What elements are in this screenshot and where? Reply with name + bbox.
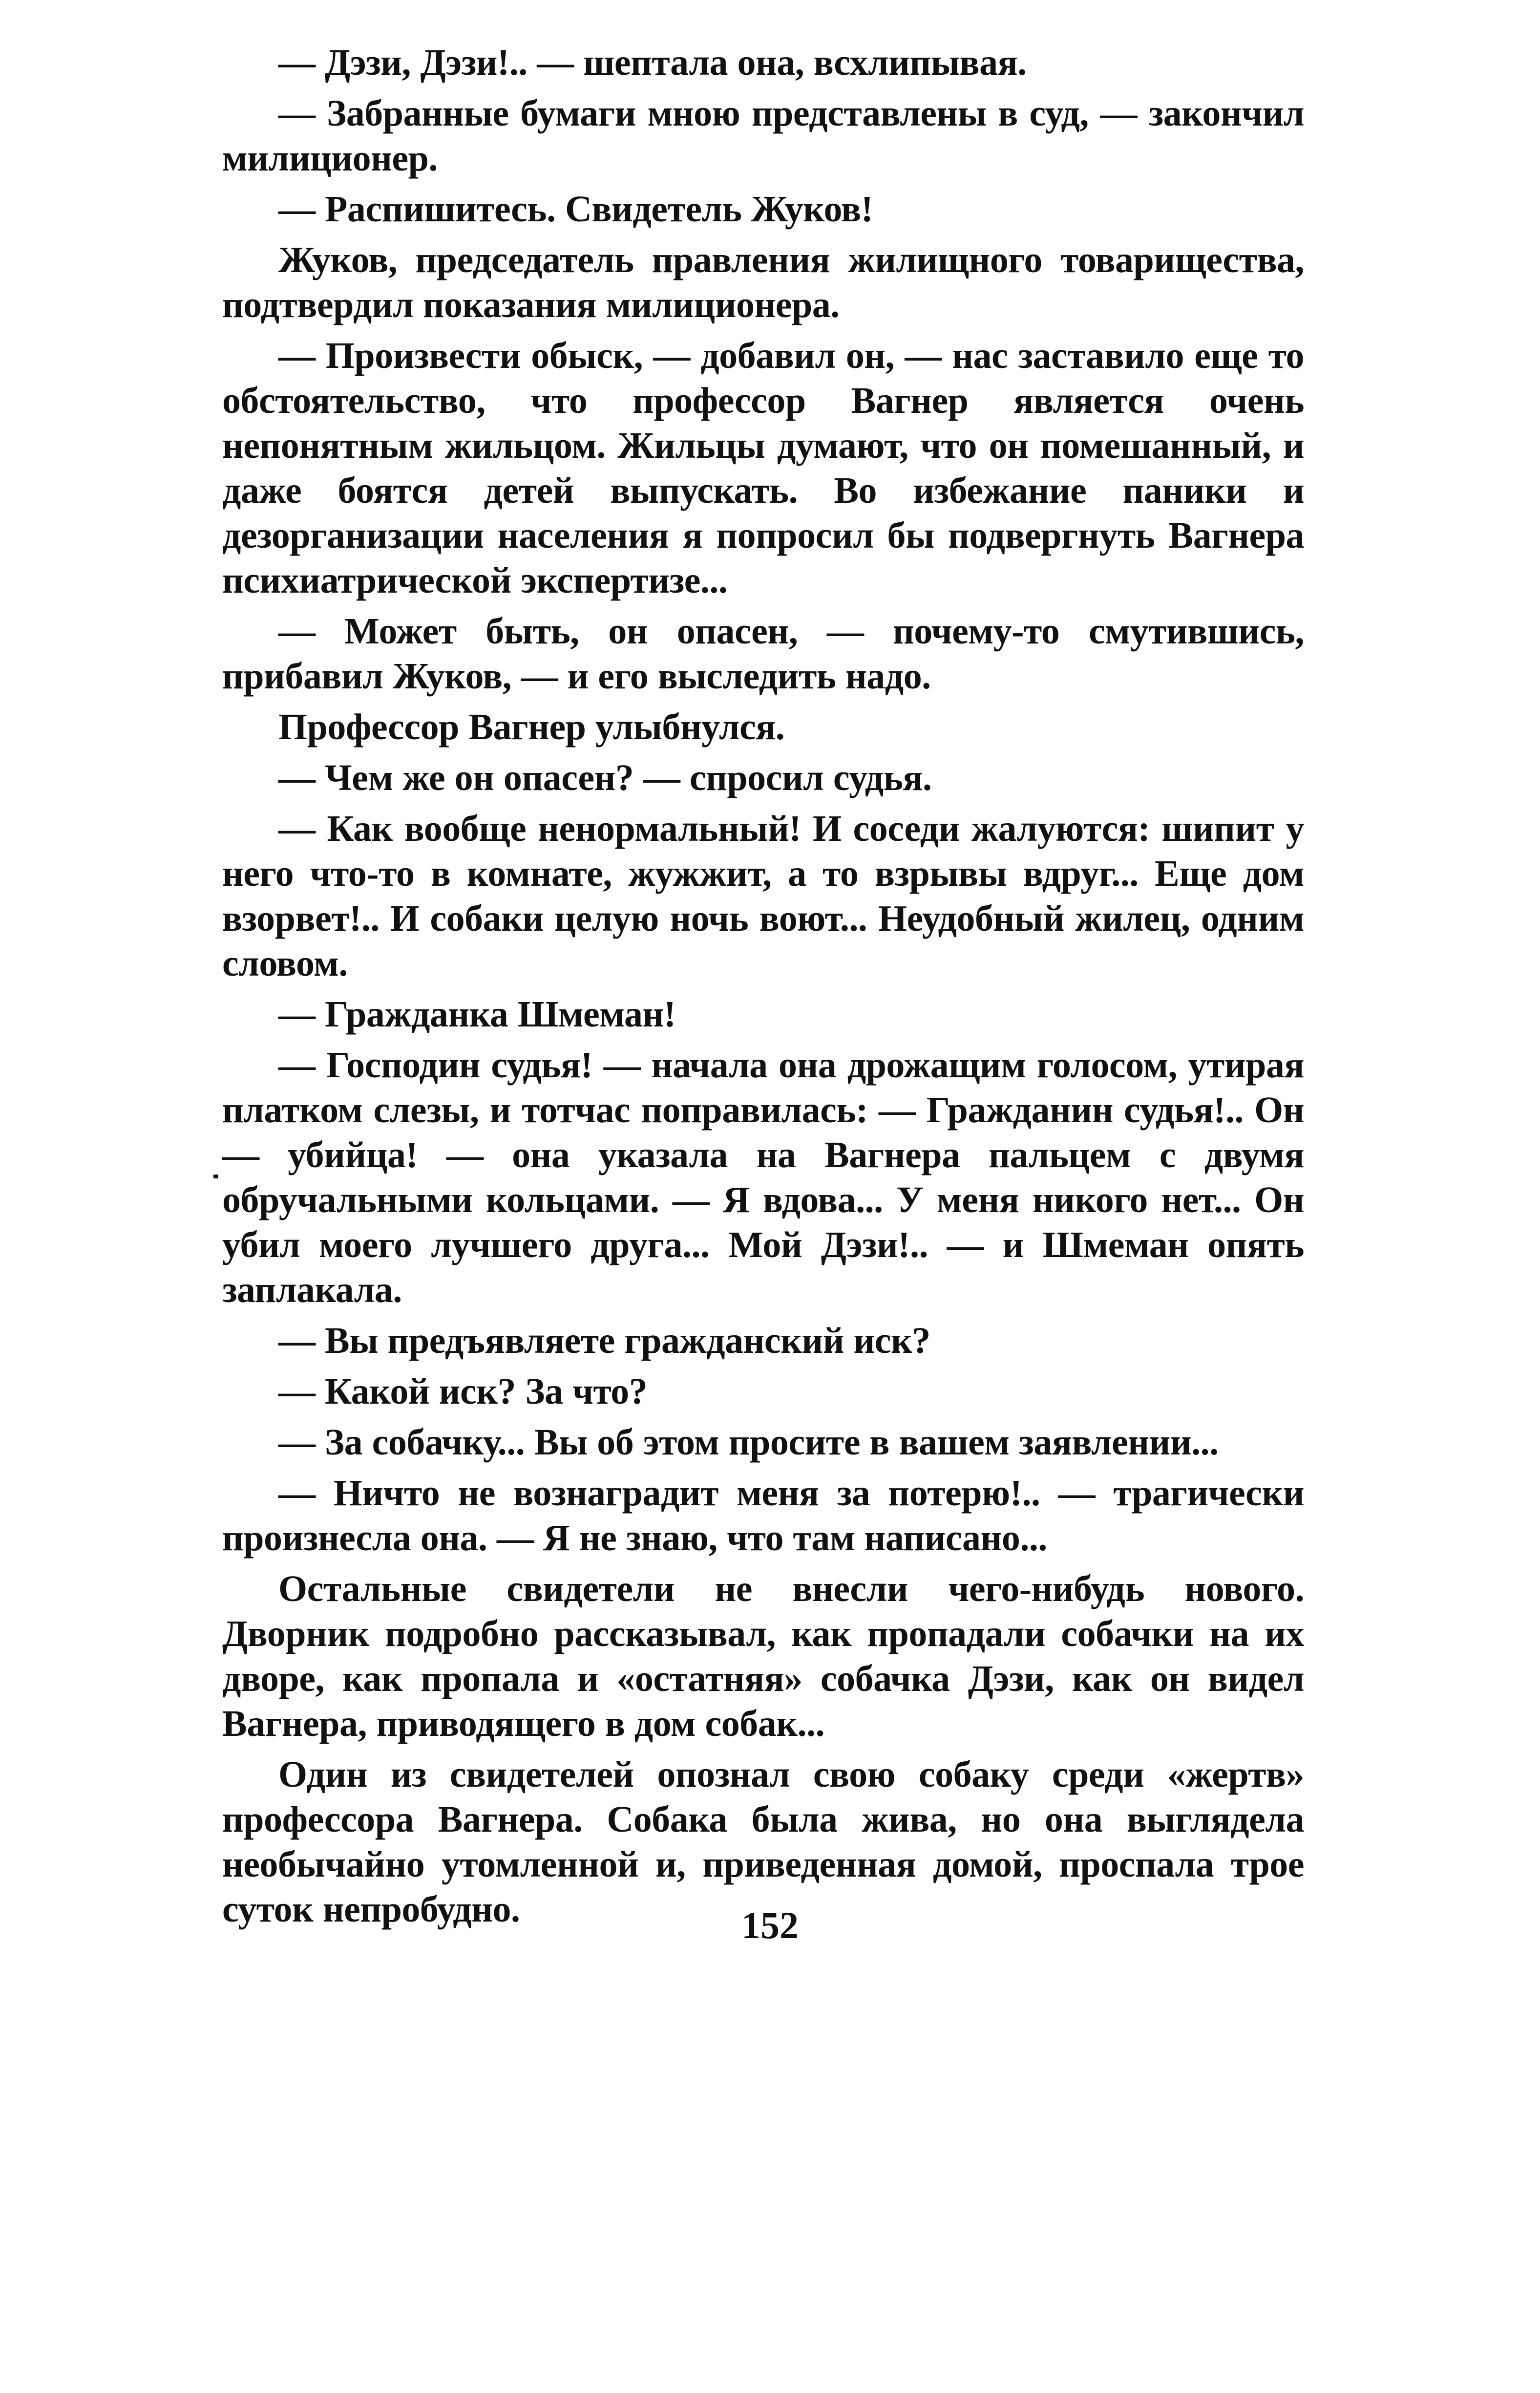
paragraph: — Вы предъявляете гражданский иск?	[278, 1320, 930, 1361]
paragraph: — Может быть, он опасен, — почему-то смутившись, прибавил Жуков, — и его выследить надо.	[222, 611, 1304, 697]
paragraph: — Произвести обыск, — добавил он, — нас заставило еще то обстоятельство, что профессор Вагнер является очень непонятным жильцом. Жильцы думают, что он помешанный, и даже боятся детей выпускать. Во избежание паники и дезорганизации населения я попросил бы подвергнуть Вагнера психиатрической экспертизе...	[222, 335, 1304, 601]
paragraph: — Господин судья! — начала она дрожащим голосом, утирая платком слезы, и тотчас поправилась: — Гражданин судья!.. Он — убийца! — она указала на Вагнера пальцем с двумя обручальными кольцами. — Я вдова... У меня никого нет... Он убил моего лучшего друга... Мой Дэзи!.. — и Шмеман опять заплакала.	[222, 1045, 1304, 1310]
paragraph: — Какой иск? За что?	[278, 1371, 648, 1412]
paragraph: Остальные свидетели не внесли чего-нибудь нового. Дворник подробно рассказывал, как пропадали собачки на их дворе, как пропала и «остатняя» собачка Дэзи, как он видел Вагнера, приводящего в дом собак...	[222, 1568, 1304, 1744]
paragraph: — За собачку... Вы об этом просите в вашем заявлении...	[278, 1422, 1219, 1463]
paragraph: — Распишитесь. Свидетель Жуков!	[278, 189, 873, 230]
paragraph: Жуков, председатель правления жилищного товарищества, подтвердил показания милиционера.	[222, 239, 1304, 325]
paragraph: — Ничто не вознаградит меня за потерю!.. — трагически произнесла она. — Я не знаю, что там написано...	[222, 1473, 1304, 1559]
paragraph: Профессор Вагнер улыбнулся.	[278, 706, 785, 748]
print-speck	[213, 1175, 218, 1178]
paragraph: Один из свидетелей опознал свою собаку среди «жертв» профессора Вагнера. Собака была жива, но она выглядела необычайно утомленной и, приведенная домой, проспала трое суток непробудно.	[222, 1754, 1304, 1930]
paragraph: — Забранные бумаги мною представлены в суд, — закончил милиционер.	[222, 93, 1304, 179]
paragraph: — Чем же он опасен? — спросил судья.	[278, 757, 932, 798]
page-number: 152	[741, 1904, 799, 1946]
paragraph: — Дэзи, Дэзи!.. — шептала она, всхлипывая.	[278, 42, 1027, 83]
paragraph: — Как вообще ненормальный! И соседи жалуются: шипит у него что-то в комнате, жужжит, а то взрывы вдруг... Еще дом взорвет!.. И собаки целую ночь воют... Неудобный жилец, одним словом.	[222, 808, 1304, 984]
paragraph: — Гражданка Шмеман!	[278, 994, 676, 1035]
page-text	[222, 40, 1304, 1932]
